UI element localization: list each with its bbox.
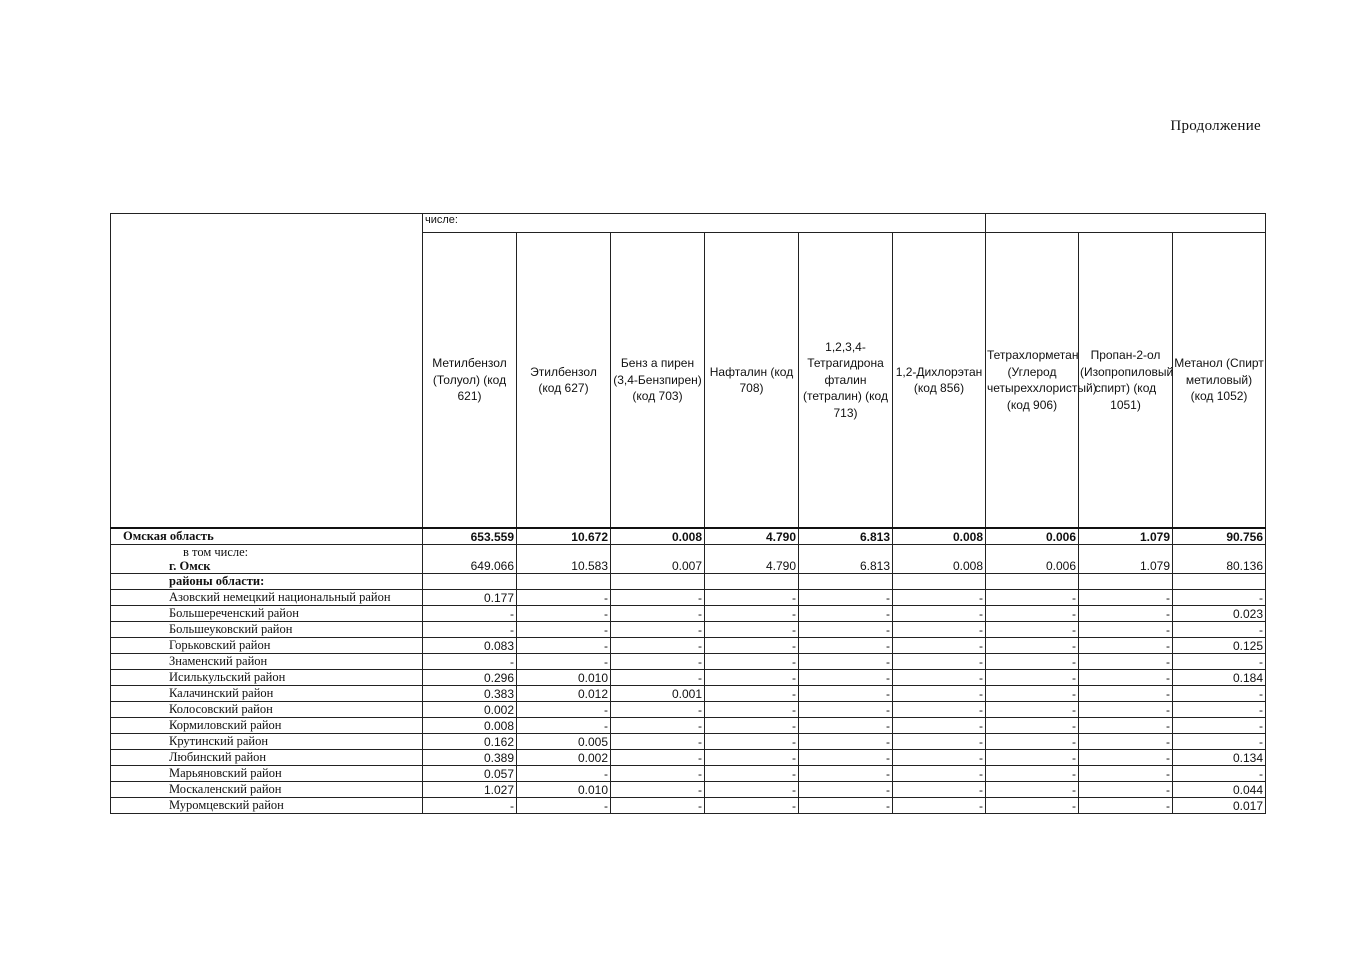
district-name: Большереченский район [111, 606, 423, 622]
value-cell: - [986, 718, 1079, 734]
table-row [111, 590, 1266, 606]
value-cell: - [1173, 734, 1266, 750]
value-cell: 0.008 [423, 718, 517, 734]
district-name: Горьковский район [111, 638, 423, 654]
column-header: 1,2-Дихлорэтан (код 856) [893, 233, 986, 529]
value-cell: - [893, 734, 986, 750]
value-cell: - [893, 798, 986, 814]
value-cell: 0.383 [423, 686, 517, 702]
value-cell: - [611, 702, 705, 718]
total-row [111, 528, 1266, 545]
table-row [111, 718, 1266, 734]
value-cell: - [611, 734, 705, 750]
value-cell: - [893, 766, 986, 782]
value-cell: 90.756 [1173, 528, 1266, 545]
value-cell: - [611, 718, 705, 734]
including-subheading: в том числе: [183, 545, 249, 559]
district-name: Большеуковский район [111, 622, 423, 638]
value-cell: 0.083 [423, 638, 517, 654]
district-name: Колосовский район [111, 702, 423, 718]
value-cell: 0.008 [611, 528, 705, 545]
district-name: Муромцевский район [111, 798, 423, 814]
empty-cell [705, 574, 799, 590]
value-cell: - [893, 750, 986, 766]
value-cell: - [799, 798, 893, 814]
value-cell: 4.790 [705, 528, 799, 545]
value-cell: - [986, 670, 1079, 686]
value-cell: 0.044 [1173, 782, 1266, 798]
empty-cell [517, 574, 611, 590]
value-cell: - [705, 750, 799, 766]
value-cell: - [893, 590, 986, 606]
value-cell: 0.162 [423, 734, 517, 750]
column-header: Пропан-2-ол (Изопропиловый спирт) (код 1051) [1079, 233, 1173, 529]
district-name: Москаленский район [111, 782, 423, 798]
value-cell: 6.813 [799, 545, 893, 574]
value-cell: - [799, 606, 893, 622]
value-cell: 0.006 [986, 528, 1079, 545]
value-cell: - [705, 622, 799, 638]
value-cell: 0.001 [611, 686, 705, 702]
value-cell: 0.184 [1173, 670, 1266, 686]
value-cell: - [1079, 734, 1173, 750]
value-cell: - [893, 638, 986, 654]
value-cell: - [986, 654, 1079, 670]
value-cell: - [611, 766, 705, 782]
value-cell: - [986, 782, 1079, 798]
value-cell: 0.389 [423, 750, 517, 766]
value-cell: 0.177 [423, 590, 517, 606]
value-cell: - [705, 638, 799, 654]
value-cell: - [705, 590, 799, 606]
district-name: Марьяновский район [111, 766, 423, 782]
value-cell: 0.023 [1173, 606, 1266, 622]
value-cell: - [517, 638, 611, 654]
value-cell: - [986, 702, 1079, 718]
value-cell: - [799, 622, 893, 638]
header-group-row [111, 214, 1266, 233]
value-cell: - [1079, 718, 1173, 734]
value-cell: - [611, 798, 705, 814]
value-cell: - [799, 766, 893, 782]
value-cell: 0.057 [423, 766, 517, 782]
value-cell: - [986, 798, 1079, 814]
value-cell: - [986, 590, 1079, 606]
value-cell: - [517, 702, 611, 718]
value-cell: - [611, 670, 705, 686]
value-cell: - [517, 766, 611, 782]
empty-cell [1079, 574, 1173, 590]
value-cell: - [799, 734, 893, 750]
column-header: Тетрахлорметан (Углерод четыреххлористый) (код 906) [986, 233, 1079, 529]
header-group-empty [986, 214, 1266, 233]
value-cell: 1.079 [1079, 545, 1173, 574]
table-row [111, 670, 1266, 686]
value-cell: - [799, 670, 893, 686]
value-cell: - [1079, 638, 1173, 654]
value-cell: - [799, 654, 893, 670]
value-cell: - [1079, 750, 1173, 766]
value-cell: - [893, 654, 986, 670]
value-cell: 0.125 [1173, 638, 1266, 654]
value-cell: - [705, 734, 799, 750]
value-cell: 10.672 [517, 528, 611, 545]
value-cell: - [611, 782, 705, 798]
header-group-fragment: числе: [423, 214, 986, 233]
empty-cell [1173, 574, 1266, 590]
empty-cell [986, 574, 1079, 590]
city-row [111, 545, 1266, 574]
row-name [111, 545, 423, 574]
value-cell: - [799, 638, 893, 654]
column-header: Метилбензол (Толуол) (код 621) [423, 233, 517, 529]
value-cell: - [705, 702, 799, 718]
value-cell: 1.027 [423, 782, 517, 798]
value-cell: - [705, 670, 799, 686]
value-cell: - [1173, 766, 1266, 782]
value-cell: - [1079, 590, 1173, 606]
value-cell: 0.012 [517, 686, 611, 702]
empty-cell [611, 574, 705, 590]
value-cell: - [517, 606, 611, 622]
value-cell: 0.008 [893, 528, 986, 545]
value-cell: 1.079 [1079, 528, 1173, 545]
value-cell: - [517, 622, 611, 638]
value-cell: - [986, 766, 1079, 782]
value-cell: - [705, 606, 799, 622]
district-name: Кормиловский район [111, 718, 423, 734]
value-cell: 0.010 [517, 670, 611, 686]
value-cell: - [423, 606, 517, 622]
value-cell: - [799, 782, 893, 798]
value-cell: - [1079, 702, 1173, 718]
value-cell: - [799, 750, 893, 766]
value-cell: 10.583 [517, 545, 611, 574]
empty-cell [799, 574, 893, 590]
table-row [111, 766, 1266, 782]
value-cell: - [799, 702, 893, 718]
value-cell: 0.002 [517, 750, 611, 766]
row-name: Омская область [111, 528, 423, 545]
table-row [111, 782, 1266, 798]
city-name: г. Омск [169, 559, 211, 573]
value-cell: - [611, 750, 705, 766]
table-row [111, 686, 1266, 702]
value-cell: - [893, 670, 986, 686]
column-header: Бенз а пирен (3,4-Бензпирен) (код 703) [611, 233, 705, 529]
value-cell: - [611, 622, 705, 638]
column-header: Этилбензол (код 627) [517, 233, 611, 529]
district-name: Крутинский район [111, 734, 423, 750]
value-cell: - [517, 654, 611, 670]
value-cell: - [611, 638, 705, 654]
corner-cell [111, 214, 423, 529]
value-cell: - [705, 798, 799, 814]
column-header: 1,2,3,4-Тетрагидрона фталин (тетралин) (код 713) [799, 233, 893, 529]
value-cell: - [423, 622, 517, 638]
districts-heading-row [111, 574, 1266, 590]
value-cell: - [1079, 606, 1173, 622]
districts-heading: районы области: [111, 574, 423, 590]
value-cell: - [705, 782, 799, 798]
value-cell: - [1173, 686, 1266, 702]
value-cell: - [705, 766, 799, 782]
value-cell: - [705, 718, 799, 734]
continuation-label: Продолжение [1170, 118, 1261, 134]
table-row [111, 606, 1266, 622]
value-cell: - [986, 638, 1079, 654]
table-row [111, 702, 1266, 718]
value-cell: - [423, 654, 517, 670]
emissions-table [110, 213, 1266, 814]
value-cell: - [611, 590, 705, 606]
value-cell: 0.006 [986, 545, 1079, 574]
value-cell: - [799, 718, 893, 734]
value-cell: - [1173, 622, 1266, 638]
value-cell: 0.002 [423, 702, 517, 718]
value-cell: - [611, 654, 705, 670]
value-cell: - [893, 702, 986, 718]
district-name: Любинский район [111, 750, 423, 766]
value-cell: - [1079, 798, 1173, 814]
value-cell: - [1173, 654, 1266, 670]
value-cell: - [517, 798, 611, 814]
empty-cell [423, 574, 517, 590]
value-cell: - [1173, 590, 1266, 606]
value-cell: - [1173, 702, 1266, 718]
value-cell: 649.066 [423, 545, 517, 574]
value-cell: 0.010 [517, 782, 611, 798]
value-cell: - [1079, 686, 1173, 702]
value-cell: - [517, 590, 611, 606]
value-cell: 80.136 [1173, 545, 1266, 574]
value-cell: 0.296 [423, 670, 517, 686]
table-row [111, 622, 1266, 638]
district-name: Исилькульский район [111, 670, 423, 686]
value-cell: - [986, 750, 1079, 766]
value-cell: 4.790 [705, 545, 799, 574]
value-cell: - [893, 782, 986, 798]
value-cell: - [1079, 654, 1173, 670]
table-row [111, 750, 1266, 766]
value-cell: - [986, 734, 1079, 750]
district-name: Знаменский район [111, 654, 423, 670]
value-cell: 0.134 [1173, 750, 1266, 766]
value-cell: - [1173, 718, 1266, 734]
value-cell: - [799, 590, 893, 606]
district-name: Калачинский район [111, 686, 423, 702]
value-cell: - [517, 718, 611, 734]
value-cell: - [986, 686, 1079, 702]
value-cell: - [986, 622, 1079, 638]
district-name: Азовский немецкий национальный район [111, 590, 423, 606]
table-row [111, 638, 1266, 654]
value-cell: - [705, 686, 799, 702]
value-cell: - [611, 606, 705, 622]
value-cell: 6.813 [799, 528, 893, 545]
value-cell: 653.559 [423, 528, 517, 545]
value-cell: - [1079, 782, 1173, 798]
column-header: Нафталин (код 708) [705, 233, 799, 529]
value-cell: - [1079, 622, 1173, 638]
table-row [111, 734, 1266, 750]
value-cell: - [705, 654, 799, 670]
value-cell: - [893, 606, 986, 622]
column-header: Метанол (Спирт метиловый) (код 1052) [1173, 233, 1266, 529]
value-cell: - [893, 718, 986, 734]
value-cell: 0.008 [893, 545, 986, 574]
value-cell: 0.017 [1173, 798, 1266, 814]
value-cell: - [423, 798, 517, 814]
value-cell: - [893, 686, 986, 702]
value-cell: - [1079, 766, 1173, 782]
value-cell: 0.005 [517, 734, 611, 750]
empty-cell [893, 574, 986, 590]
table-row [111, 798, 1266, 814]
value-cell: 0.007 [611, 545, 705, 574]
table-row [111, 654, 1266, 670]
value-cell: - [893, 622, 986, 638]
value-cell: - [1079, 670, 1173, 686]
value-cell: - [986, 606, 1079, 622]
value-cell: - [799, 686, 893, 702]
